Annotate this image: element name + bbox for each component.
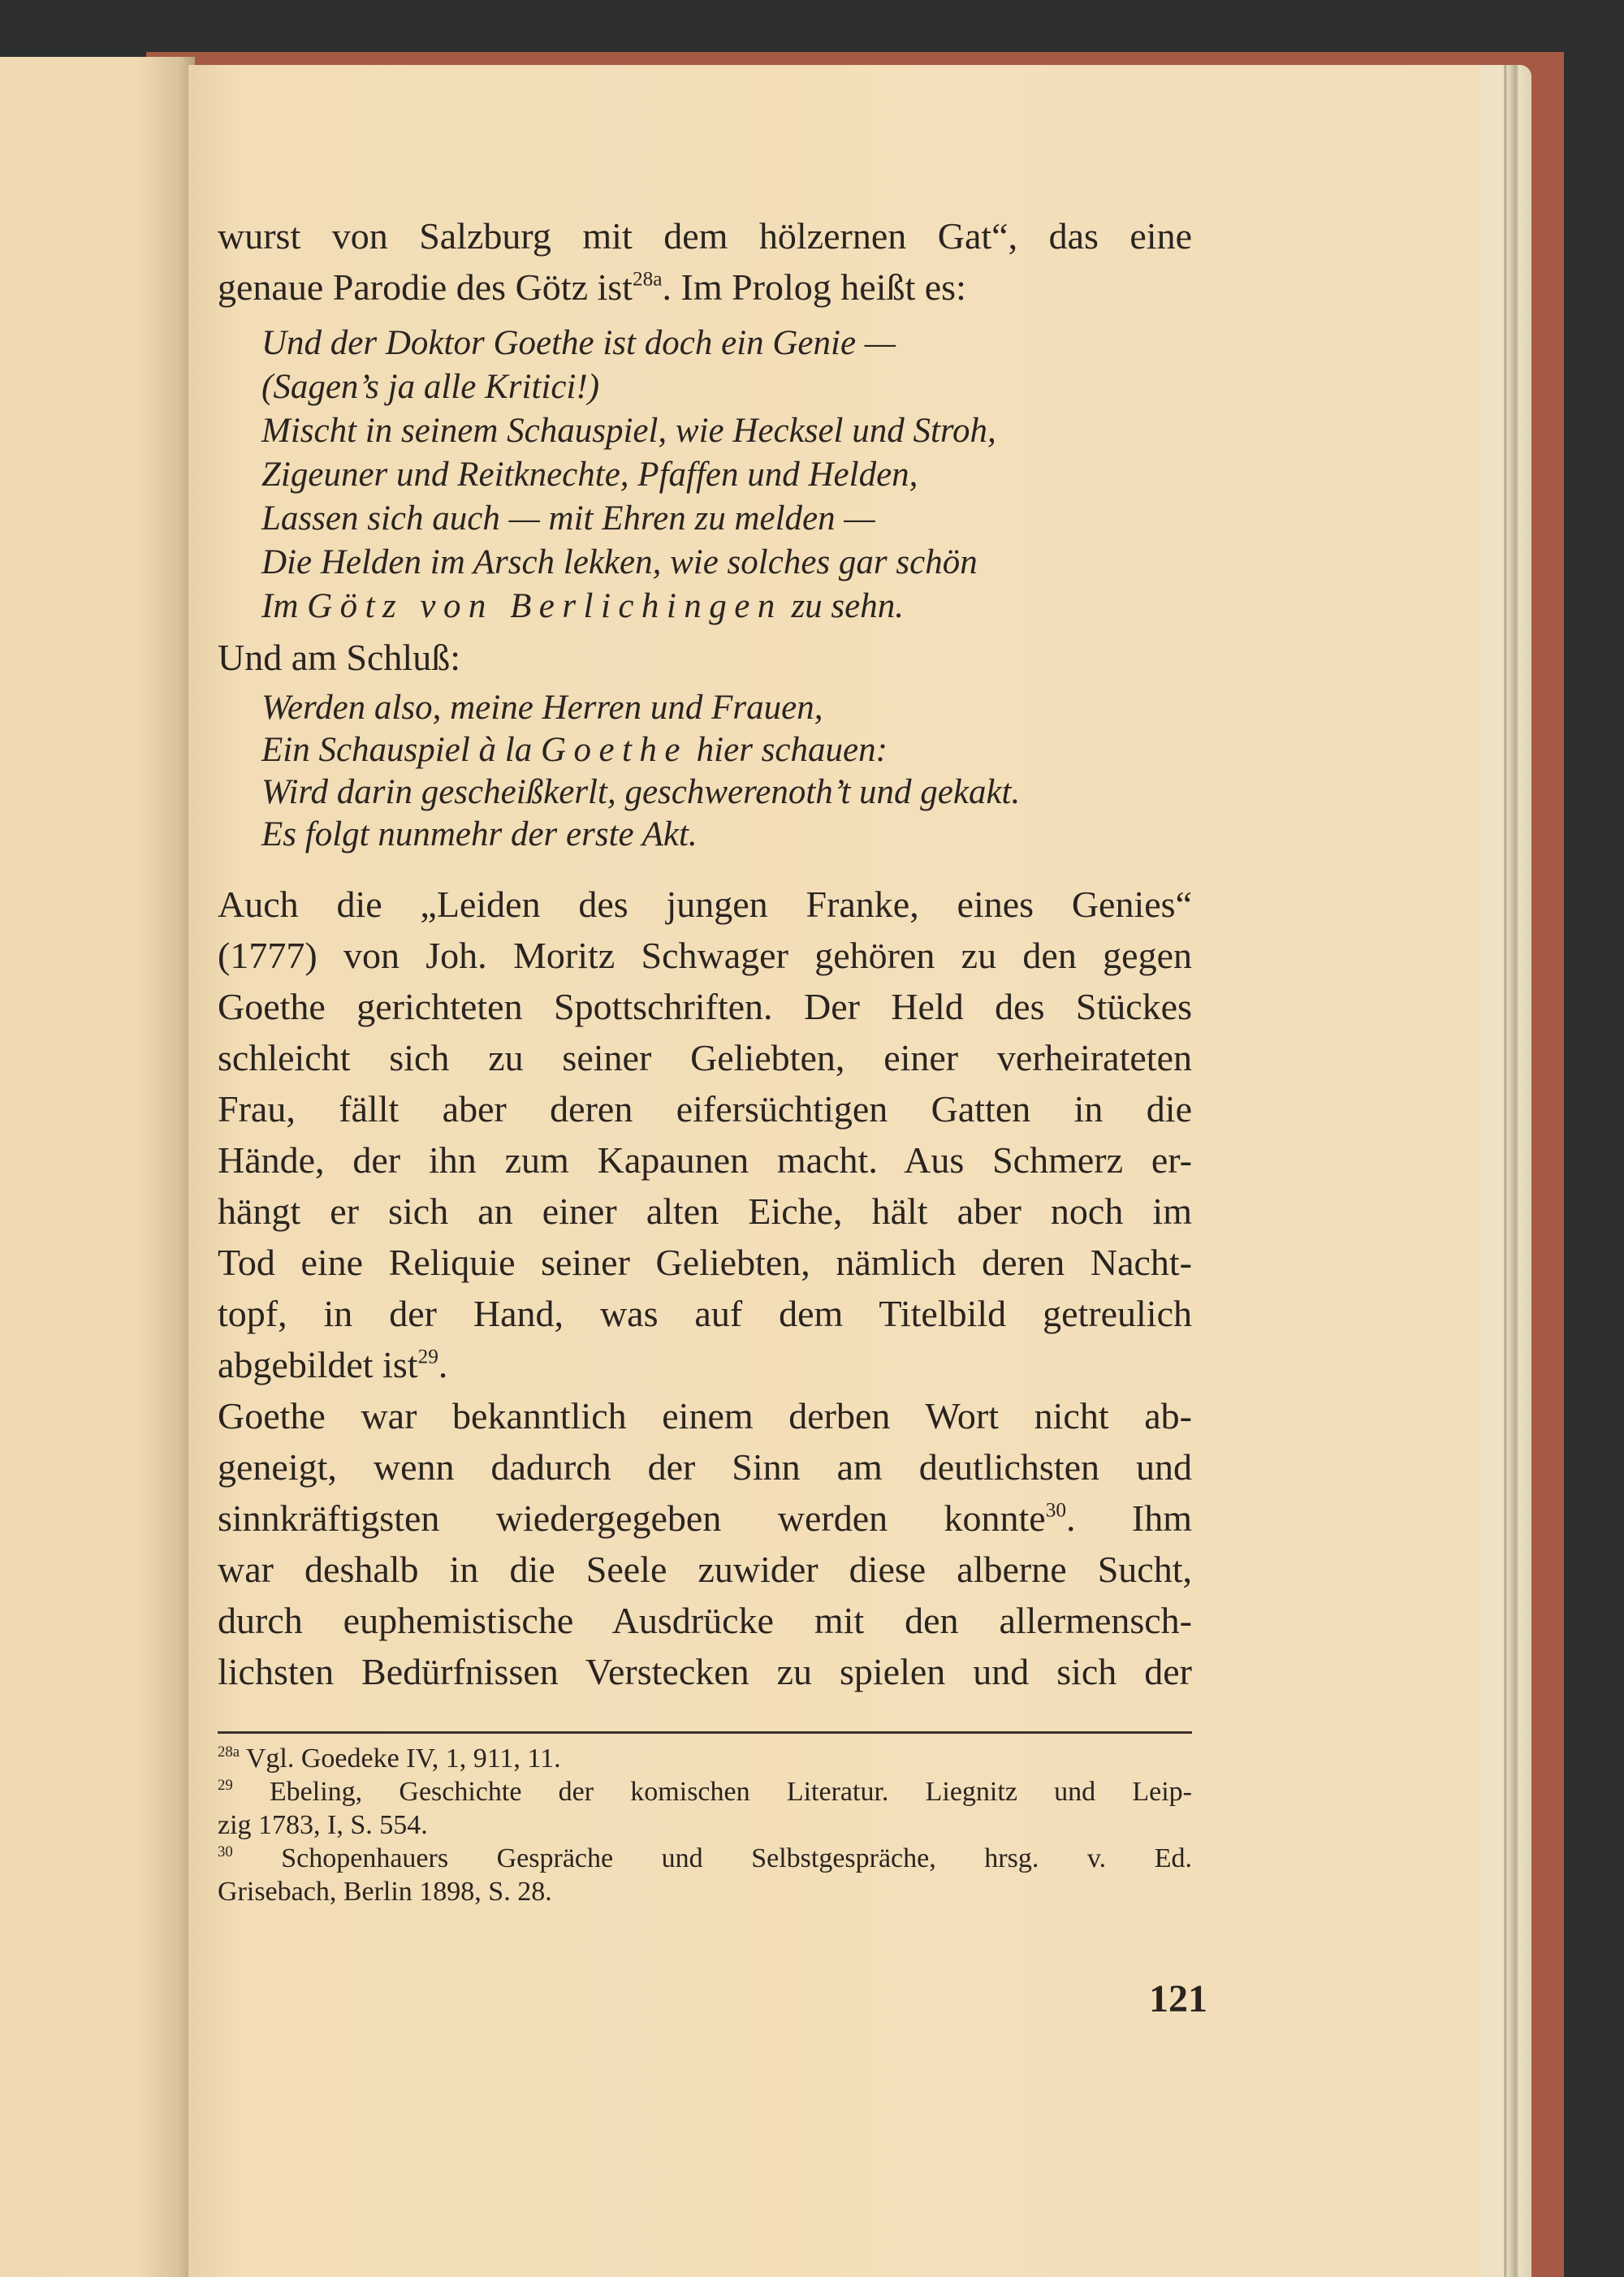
text-line [261, 687, 1195, 729]
poem-schluss [261, 687, 1195, 856]
footnotes [218, 1742, 1192, 1908]
text-run: Mischt in seinem Schauspiel, wie Hecksel und Stroh, [261, 412, 996, 450]
text-run: . [438, 1344, 448, 1385]
text-run: (Sagen’s ja alle Kritici!) [261, 368, 600, 406]
text-run: Wird darin gescheißkerlt, geschwerenoth’t und gekakt. [261, 773, 1021, 811]
text-run: genaue Parodie des Götz ist [218, 266, 633, 308]
text-run: Ein Schauspiel à la [261, 731, 541, 769]
text-run: . Ihm [1066, 1497, 1192, 1539]
text-line [218, 930, 1192, 981]
text-run: lichsten Bedürfnissen Verstecken zu spielen und sich der [218, 1651, 1192, 1692]
text-line [218, 210, 1192, 261]
text-line [218, 1842, 1192, 1875]
text-line [218, 1134, 1192, 1186]
text-line [218, 1808, 1192, 1842]
text-run: Werden also, meine Herren und Frauen, [261, 689, 823, 727]
text-line [218, 1339, 1192, 1390]
text-run: Tod eine Reliquie seiner Geliebten, nämlich deren Nacht- [218, 1242, 1192, 1283]
text-run: hängt er sich an einer alten Eiche, hält aber noch im [218, 1190, 1192, 1232]
spaced-text: Goethe [540, 731, 688, 769]
text-line [218, 879, 1192, 930]
footnote-ref: 28a [218, 1743, 240, 1761]
text-line [261, 409, 1195, 453]
text-run: durch euphemistische Ausdrücke mit den allermensch- [218, 1600, 1192, 1641]
left-page [0, 57, 195, 2277]
text-line [218, 632, 1192, 683]
text-line [218, 1775, 1192, 1808]
text-line [218, 981, 1192, 1032]
text-line [261, 771, 1195, 814]
text-run: sinnkräftigsten wiedergegeben werden konnte [218, 1497, 1046, 1539]
text-line [218, 1646, 1192, 1697]
text-run: Auch die „Leiden des jungen Franke, eines Genies“ [218, 884, 1192, 925]
text-run: hier schauen: [687, 731, 888, 769]
text-run: (1777) von Joh. Moritz Schwager gehören zu den gegen [218, 935, 1192, 976]
text-line [261, 497, 1195, 541]
spaced-text: Götz von Berlichingen [307, 587, 783, 625]
text-line [261, 814, 1195, 856]
text-line [261, 365, 1195, 409]
text-run: Grisebach, Berlin 1898, S. 28. [218, 1877, 552, 1907]
para-2 [218, 879, 1192, 1697]
text-line [218, 1186, 1192, 1237]
footnote-ref: 30 [1045, 1498, 1066, 1522]
text-line [218, 1544, 1192, 1595]
text-run: zu sehn. [782, 587, 905, 625]
text-line [218, 1875, 1192, 1908]
text-line [261, 541, 1195, 585]
text-line [218, 1742, 1192, 1775]
text-line [218, 1288, 1192, 1339]
text-line [218, 1595, 1192, 1646]
text-run: Schopenhauers Gespräche und Selbstgespräche, hrsg. v. Ed. [232, 1843, 1192, 1873]
text-line [261, 322, 1195, 365]
text-line [261, 729, 1195, 771]
text-run: Zigeuner und Reitknechte, Pfaffen und Helden, [261, 456, 918, 494]
text-line [218, 261, 1192, 313]
text-run: wurst von Salzburg mit dem hölzernen Gat“, das eine [218, 215, 1192, 257]
para-schluss [218, 632, 1192, 683]
text-line [218, 1390, 1192, 1441]
text-run: Und am Schluß: [218, 637, 460, 678]
text-run: Frau, fällt aber deren eifersüchtigen Gatten in die [218, 1088, 1192, 1130]
text-run: geneigt, wenn dadurch der Sinn am deutlichsten und [218, 1446, 1192, 1488]
text-run: . Im Prolog heißt es: [662, 266, 966, 308]
text-run: topf, in der Hand, was auf dem Titelbild getreulich [218, 1293, 1192, 1334]
text-run: Vgl. Goedeke IV, 1, 911, 11. [239, 1743, 561, 1774]
text-line [218, 1441, 1192, 1493]
text-run: Ebeling, Geschichte der komischen Literatur. Liegnitz und Leip- [232, 1777, 1192, 1807]
text-line [261, 585, 1195, 629]
text-run: Es folgt nunmehr der erste Akt. [261, 815, 698, 853]
poem-prolog [261, 322, 1195, 629]
footnote-ref: 28a [632, 267, 663, 291]
footnote-ref: 30 [218, 1843, 233, 1860]
footnote-ref: 29 [218, 1776, 233, 1794]
text-run: Und der Doktor Goethe ist doch ein Genie — [261, 324, 896, 362]
text-line [261, 453, 1195, 497]
text-run: Lassen sich auch — mit Ehren zu melden — [261, 499, 875, 538]
text-line [218, 1493, 1192, 1544]
text-line [218, 1083, 1192, 1134]
text-line [218, 1237, 1192, 1288]
text-run: schleicht sich zu seiner Geliebten, einer verheirateten [218, 1037, 1192, 1078]
page-number: 121 [1149, 1977, 1207, 2020]
text-run: Die Helden im Arsch lekken, wie solches gar schön [261, 543, 978, 581]
text-run: zig 1783, I, S. 554. [218, 1810, 428, 1840]
text-run: Hände, der ihn zum Kapaunen macht. Aus Schmerz er- [218, 1139, 1192, 1181]
para-1 [218, 210, 1192, 313]
footnote-divider [218, 1731, 1192, 1734]
text-run: war deshalb in die Seele zuwider diese alberne Sucht, [218, 1549, 1192, 1590]
text-run: Goethe gerichteten Spottschriften. Der Held des Stückes [218, 986, 1192, 1027]
text-line [218, 1032, 1192, 1083]
text-run: Im [261, 587, 308, 625]
text-run: Goethe war bekanntlich einem derben Wort nicht ab- [218, 1395, 1192, 1437]
footnote-ref: 29 [417, 1345, 438, 1368]
text-run: abgebildet ist [218, 1344, 418, 1385]
